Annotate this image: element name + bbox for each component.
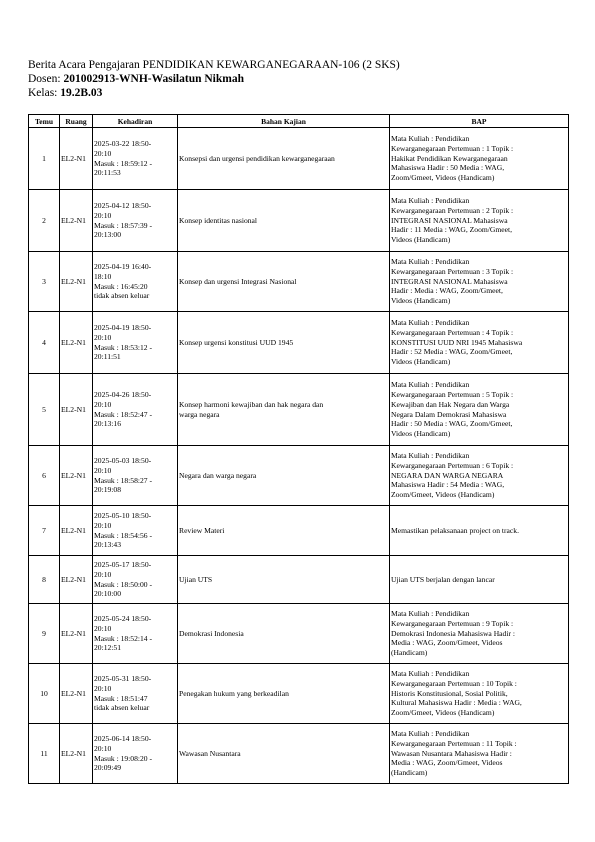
cell-line: Wawasan Nusantara Mahasiswa Hadir : [391,748,512,758]
room-cell: EL2-N1 [60,446,93,506]
cell-line: Kewarganegaraan Pertemuan : 10 Topik : [391,678,517,688]
cell-line: Kewarganegaraan Pertemuan : 4 Topik : [391,327,514,337]
cell-line: Mata Kuliah : Pendidikan [391,257,470,267]
meeting-number-cell: 8 [29,556,60,604]
room-cell: EL2-N1 [60,506,93,556]
cell-line: tidak absen keluar [94,703,150,713]
cell-line: Masuk : 18:58:27 - [94,475,153,485]
meeting-number-cell: 9 [29,604,60,664]
topic-cell [178,190,390,252]
class-line [28,86,400,100]
table-row [29,252,569,312]
table-row [29,374,569,446]
cell-line: Videos (Handicam) [391,296,451,306]
cell-line: 20:10:00 [94,589,122,599]
attendance-cell [93,556,178,604]
cell-line: 20:10 [94,332,112,342]
cell-line: Media : WAG, Zoom/Gmeet, Videos [391,638,503,648]
cell-line: 20:10 [94,210,112,220]
cell-line: Masuk : 19:08:20 - [94,753,153,763]
header-attendance: Kehadiran [93,115,178,128]
cell-line: Mahasiswa Hadir : 54 Media : WAG, [391,480,505,490]
cell-line: Konsep identitas nasional [179,215,258,225]
cell-line: Masuk : 18:51:47 [94,693,148,703]
cell-line: 2025-05-17 18:50- [94,560,152,570]
cell-line: Zoom/Gmeet, Videos (Handicam) [391,173,495,183]
cell-line: Memastikan pelaksanaan project on track. [391,525,519,535]
cell-line: NEGARA DAN WARGA NEGARA [391,470,504,480]
cell-line: Historis Konstitusional, Sosial Politik, [391,688,508,698]
cell-line: 2025-04-19 16:40- [94,262,152,272]
cell-line: 20:10 [94,399,112,409]
meeting-number-cell: 1 [29,128,60,190]
table-row [29,604,569,664]
topic-cell [178,506,390,556]
bap-cell [390,446,569,506]
bap-cell [390,556,569,604]
cell-line: Kewarganegaraan Pertemuan : 9 Topik : [391,618,514,628]
attendance-cell [93,446,178,506]
room-cell: EL2-N1 [60,128,93,190]
cell-line: 20:13:00 [94,230,122,240]
bap-cell [390,128,569,190]
room-cell: EL2-N1 [60,604,93,664]
cell-line: 20:09:49 [94,763,122,773]
teaching-log-table [28,114,569,784]
cell-line: Kewarganegaraan Pertemuan : 2 Topik : [391,205,514,215]
cell-line: 20:12:51 [94,643,122,653]
cell-line: 20:10 [94,743,112,753]
cell-line: Konsep urgensi konstitusi UUD 1945 [179,337,294,347]
cell-line: 20:10 [94,520,112,530]
table-row [29,312,569,374]
cell-line: Masuk : 18:54:56 - [94,530,153,540]
topic-cell [178,556,390,604]
table-row [29,128,569,190]
table-row [29,506,569,556]
attendance-cell [93,664,178,724]
cell-line: Wawasan Nusantara [179,748,241,758]
title-prefix: Berita Acara Pengajaran [28,59,143,71]
attendance-cell [93,374,178,446]
cell-line: Negara Dalam Demokrasi Mahasiswa [391,409,507,419]
cell-line: Mahasiswa Hadir : 50 Media : WAG, [391,163,505,173]
document-header [28,58,400,100]
cell-line: 2025-05-03 18:50- [94,456,152,466]
cell-line: Masuk : 16:45:20 [94,281,148,291]
cell-line: 2025-04-12 18:50- [94,201,152,211]
attendance-cell [93,724,178,784]
topic-cell [178,604,390,664]
table-row [29,190,569,252]
meeting-number-cell: 3 [29,252,60,312]
cell-line: 2025-05-10 18:50- [94,511,152,521]
cell-line: 20:10 [94,683,112,693]
cell-line: Hakikat Pendidikan Kewarganegaraan [391,153,508,163]
cell-line: Mata Kuliah : Pendidikan [391,451,470,461]
cell-line: Mata Kuliah : Pendidikan [391,196,470,206]
cell-line: 20:19:08 [94,485,122,495]
lecturer-label: Dosen: [28,73,64,85]
cell-line: 20:10 [94,623,112,633]
meeting-number-cell: 4 [29,312,60,374]
room-cell: EL2-N1 [60,556,93,604]
table-header-row [29,115,569,128]
cell-line: (Handicam) [391,768,428,778]
cell-line: (Handicam) [391,648,428,658]
cell-line: Konsepsi dan urgensi pendidikan kewarganegaraan [179,153,335,163]
cell-line: Demokrasi Indonesia [179,628,244,638]
room-cell: EL2-N1 [60,374,93,446]
cell-line: 20:13:43 [94,540,122,550]
table-row [29,556,569,604]
cell-line: Mata Kuliah : Pendidikan [391,609,470,619]
cell-line: 2025-06-14 18:50- [94,734,152,744]
cell-line: Masuk : 18:57:39 - [94,220,153,230]
cell-line: Masuk : 18:52:14 - [94,633,153,643]
bap-cell [390,506,569,556]
meeting-number-cell: 2 [29,190,60,252]
cell-line: INTEGRASI NASIONAL Mahasiswa [391,215,508,225]
cell-line: Masuk : 18:52:47 - [94,409,153,419]
cell-line: Konsep harmoni kewajiban dan hak negara dan [179,399,324,409]
cell-line: Kultural Mahasiswa Hadir : Media : WAG, [391,698,522,708]
cell-line: 2025-05-31 18:50- [94,674,152,684]
header-topic: Bahan Kajian [178,115,390,128]
lecturer-value: 201002913-WNH-Wasilatun Nikmah [63,73,244,85]
bap-cell [390,190,569,252]
cell-line: 20:11:51 [94,352,121,362]
cell-line: Masuk : 18:50:00 - [94,579,153,589]
cell-line: tidak absen keluar [94,291,150,301]
attendance-cell [93,190,178,252]
room-cell: EL2-N1 [60,252,93,312]
cell-line: Zoom/Gmeet, Videos (Handicam) [391,490,495,500]
header-bap: BAP [390,115,569,128]
cell-line: Review Materi [179,525,225,535]
cell-line: Konsep dan urgensi Integrasi Nasional [179,276,297,286]
cell-line: Kewajiban dan Hak Negara dan Warga [391,399,510,409]
room-cell: EL2-N1 [60,724,93,784]
cell-line: Ujian UTS berjalan dengan lancar [391,574,495,584]
table-row [29,724,569,784]
cell-line: Mata Kuliah : Pendidikan [391,729,470,739]
topic-cell [178,312,390,374]
cell-line: 2025-04-19 18:50- [94,323,152,333]
topic-cell [178,128,390,190]
attendance-cell [93,128,178,190]
topic-cell [178,374,390,446]
bap-cell [390,374,569,446]
header-room: Ruang [60,115,93,128]
cell-line: 20:10 [94,465,112,475]
meeting-number-cell: 11 [29,724,60,784]
topic-cell [178,664,390,724]
class-label: Kelas: [28,87,61,99]
cell-line: 20:13:16 [94,419,122,429]
cell-line: Ujian UTS [179,574,213,584]
attendance-cell [93,604,178,664]
cell-line: Hadir : 11 Media : WAG, Zoom/Gmeet, [391,225,513,235]
cell-line: Mata Kuliah : Pendidikan [391,318,470,328]
cell-line: Videos (Handicam) [391,428,451,438]
cell-line: Videos (Handicam) [391,357,451,367]
bap-cell [390,604,569,664]
document-title [28,58,400,72]
cell-line: 2025-04-26 18:50- [94,390,152,400]
attendance-cell [93,252,178,312]
topic-cell [178,252,390,312]
room-cell: EL2-N1 [60,312,93,374]
table-row [29,664,569,724]
room-cell: EL2-N1 [60,190,93,252]
cell-line: 20:10 [94,569,112,579]
table-body [29,128,569,784]
cell-line: INTEGRASI NASIONAL Mahasiswa [391,276,508,286]
cell-line: Masuk : 18:59:12 - [94,158,153,168]
cell-line: Media : WAG, Zoom/Gmeet, Videos [391,758,503,768]
cell-line: 2025-05-24 18:50- [94,614,152,624]
header-meeting: Temu [29,115,60,128]
cell-line: Mata Kuliah : Pendidikan [391,669,470,679]
cell-line: Kewarganegaraan Pertemuan : 11 Topik : [391,738,517,748]
cell-line: KONSTITUSI UUD NRI 1945 Mahasiswa [391,337,523,347]
cell-line: Hadir : 50 Media : WAG, Zoom/Gmeet, [391,419,513,429]
cell-line: warga negara [179,409,220,419]
bap-cell [390,312,569,374]
bap-cell [390,252,569,312]
cell-line: 20:11:53 [94,168,121,178]
table-row [29,446,569,506]
topic-cell [178,724,390,784]
course-name: PENDIDIKAN KEWARGANEGARAAN-106 (2 SKS) [142,59,400,71]
bap-cell [390,724,569,784]
bap-cell [390,664,569,724]
lecturer-line [28,72,400,86]
cell-line: Penegakan hukum yang berkeadilan [179,688,289,698]
cell-line: Zoom/Gmeet, Videos (Handicam) [391,708,495,718]
meeting-number-cell: 6 [29,446,60,506]
cell-line: Mata Kuliah : Pendidikan [391,380,470,390]
cell-line: Kewarganegaraan Pertemuan : 3 Topik : [391,266,514,276]
cell-line: 18:10 [94,271,112,281]
cell-line: Demokrasi Indonesia Mahasiswa Hadir : [391,628,515,638]
cell-line: 2025-03-22 18:50- [94,139,152,149]
room-cell: EL2-N1 [60,664,93,724]
cell-line: Hadir : Media : WAG, Zoom/Gmeet, [391,286,503,296]
cell-line: Kewarganegaraan Pertemuan : 5 Topik : [391,390,514,400]
meeting-number-cell: 5 [29,374,60,446]
cell-line: Mata Kuliah : Pendidikan [391,134,470,144]
cell-line: Negara dan warga negara [179,470,257,480]
cell-line: Kewarganegaraan Pertemuan : 1 Topik : [391,143,514,153]
cell-line: Kewarganegaraan Pertemuan : 6 Topik : [391,460,514,470]
cell-line: Videos (Handicam) [391,235,451,245]
cell-line: Masuk : 18:53:12 - [94,342,153,352]
class-value: 19.2B.03 [60,87,103,99]
cell-line: 20:10 [94,148,112,158]
attendance-cell [93,312,178,374]
meeting-number-cell: 7 [29,506,60,556]
cell-line: Hadir : 52 Media : WAG, Zoom/Gmeet, [391,347,513,357]
topic-cell [178,446,390,506]
attendance-cell [93,506,178,556]
meeting-number-cell: 10 [29,664,60,724]
